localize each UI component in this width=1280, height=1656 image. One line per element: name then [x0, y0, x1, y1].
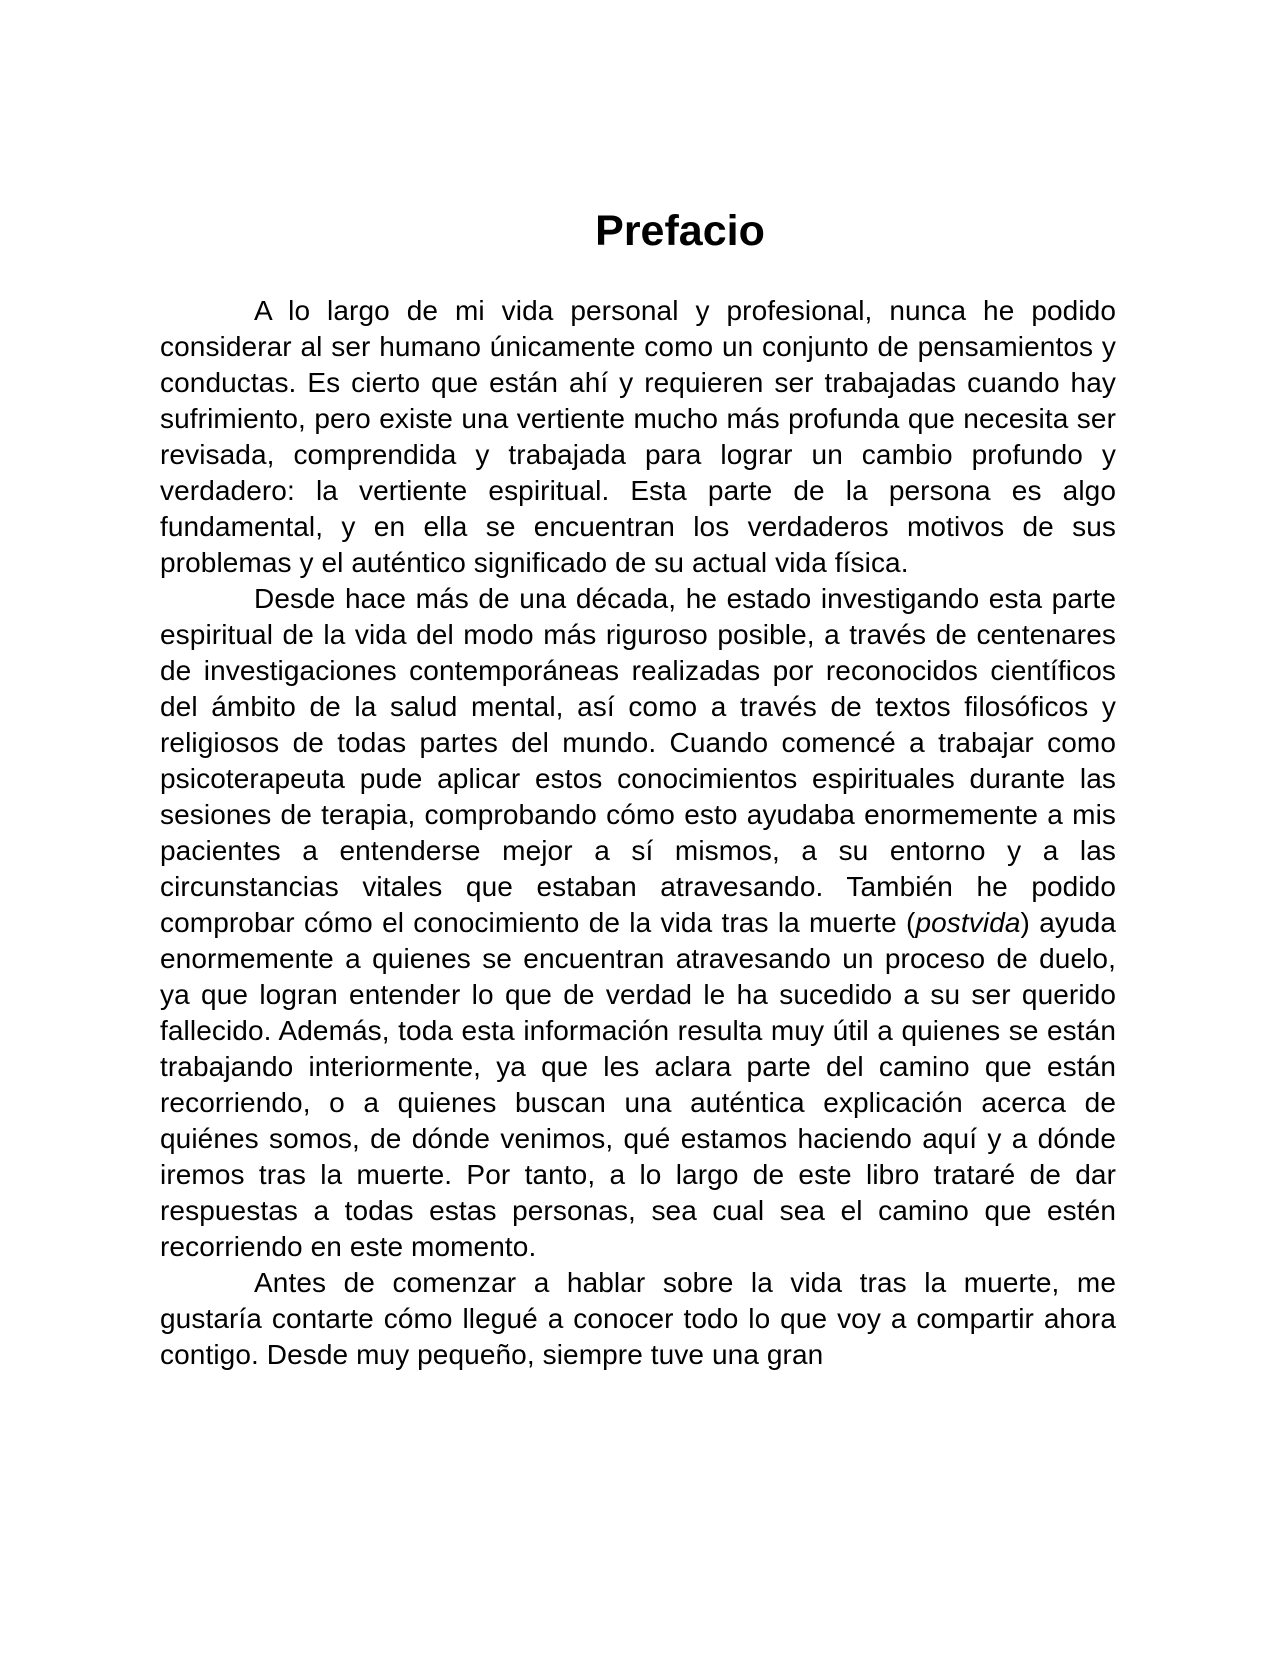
page-title: Prefacio — [595, 207, 765, 255]
paragraph-2-text-before: Desde hace más de una década, he estado investigando esta parte espiritual de la vida del modo más riguroso posible, a través de centenares de investigaciones contemporáneas realizadas por reconocidos científicos del ámbito de la salud mental, así como a través de textos filosóficos y religiosos de todas partes del mundo. Cuando comencé a trabajar como psicoterapeuta pude aplicar estos conocimientos espirituales durante las sesiones de terapia, comprobando cómo esto ayudaba enormemente a mis pacientes a entenderse mejor a sí mismos, a su entorno y a las circunstancias vitales que estaban atravesando. También he podido comprobar cómo el conocimiento de la vida tras la muerte ( — [160, 583, 1116, 938]
paragraph-2 — [160, 581, 1116, 1265]
document-page — [160, 205, 1116, 1373]
paragraph-3: Antes de comenzar a hablar sobre la vida tras la muerte, me gustaría contarte cómo llegué a conocer todo lo que voy a compartir ahora contigo. Desde muy pequeño, siempre tuve una gran — [160, 1267, 1116, 1370]
paragraph-1: A lo largo de mi vida personal y profesional, nunca he podido considerar al ser humano únicamente como un conjunto de pensamientos y conductas. Es cierto que están ahí y requieren ser trabajadas cuando hay sufrimiento, pero existe una vertiente mucho más profunda que necesita ser revisada, comprendida y trabajada para lograr un cambio profundo y verdadero: la vertiente espiritual. Esta parte de la persona es algo fundamental, y en ella se encuentran los verdaderos motivos de sus problemas y el auténtico significado de su actual vida física. — [160, 295, 1116, 578]
paragraph-2-text-after: ) ayuda enormemente a quienes se encuentran atravesando un proceso de duelo, ya que logran entender lo que de verdad le ha sucedido a su ser querido fallecido. Además, toda esta información resulta muy útil a quienes se están trabajando interiormente, ya que les aclara parte del camino que están recorriendo, o a quienes buscan una auténtica explicación acerca de quiénes somos, de dónde venimos, qué estamos haciendo aquí y a dónde iremos tras la muerte. Por tanto, a lo largo de este libro trataré de dar respuestas a todas estas personas, sea cual sea el camino que estén recorriendo en este momento. — [160, 907, 1116, 1262]
paragraph-2-italic-term: postvida — [915, 907, 1021, 938]
